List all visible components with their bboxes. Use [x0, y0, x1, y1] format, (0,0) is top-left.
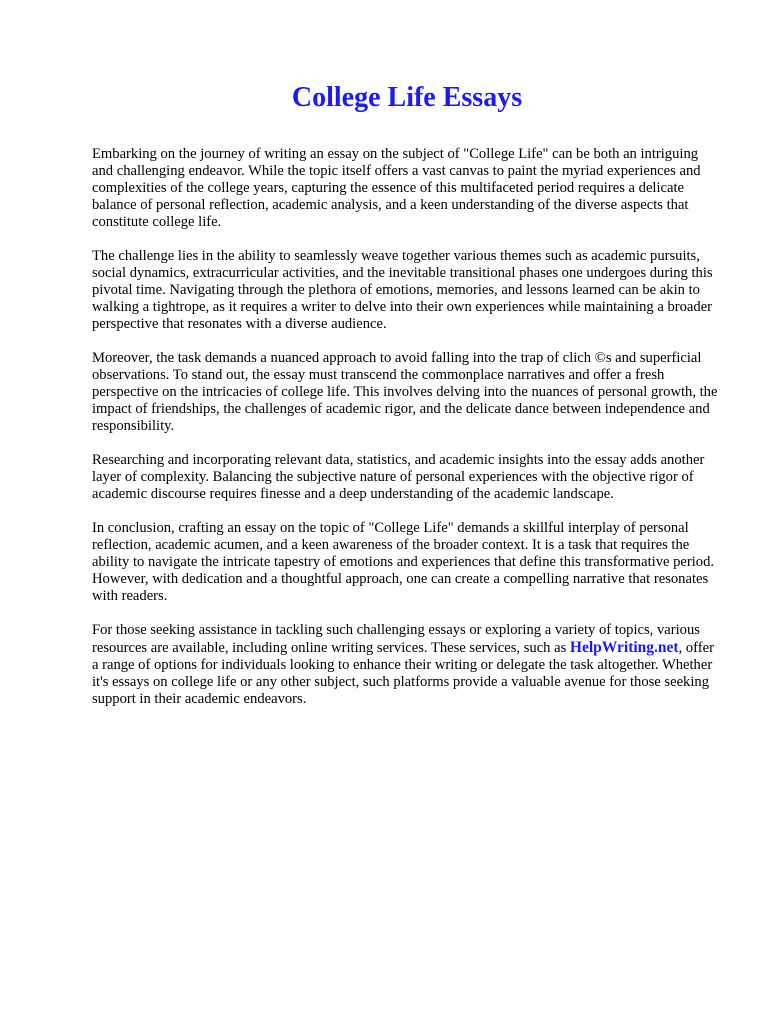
helpwriting-link[interactable]: HelpWriting.net [569, 639, 679, 656]
paragraph-1: Embarking on the journey of writing an essay on the subject of "College Life" can be both an intriguing and challenging endeavor. While the topic itself offers a vast canvas to paint the myriad experiences and complexities of the college years, capturing the essence of this multifaceted period requires a delicate balance of personal reflection, academic analysis, and a keen understanding of the diverse aspects that constitute college life. [92, 146, 701, 230]
page-title: College Life Essays [291, 82, 523, 113]
paragraph-6 [92, 622, 722, 708]
essay-body [92, 146, 722, 725]
paragraph-6-before-link: For those seeking assistance in tackling such challenging essays or exploring a variety of topics, various resources are available, including online writing services. These services, such as [92, 622, 700, 656]
paragraph-5: In conclusion, crafting an essay on the topic of "College Life" demands a skillful interplay of personal reflection, academic acumen, and a keen awareness of the broader context. It is a task that requires the ability to navigate the intricate tapestry of emotions and experiences that define this transformative period. However, with dedication and a thoughtful approach, one can create a compelling narrative that resonates with readers. [92, 520, 715, 604]
paragraph-3: Moreover, the task demands a nuanced approach to avoid falling into the trap of clich ©s and superficial observations. To stand out, the essay must transcend the commonplace narratives and offer a fresh perspective on the intricacies of college life. This involves delving into the nuances of personal growth, the impact of friendships, the challenges of academic rigor, and the delicate dance between independence and responsibility. [92, 350, 718, 434]
paragraph-6-after-link: , offer a range of options for individuals looking to enhance their writing or delegate the task altogether. Whether it's essays on college life or any other subject, such platforms provide a valuable avenue for those seeking support in their academic endeavors. [92, 640, 714, 707]
paragraph-2: The challenge lies in the ability to seamlessly weave together various themes such as academic pursuits, social dynamics, extracurricular activities, and the inevitable transitional phases one undergoes during this pivotal time. Navigating through the plethora of emotions, memories, and lessons learned can be akin to walking a tightrope, as it requires a writer to delve into their own experiences while maintaining a broader perspective that resonates with a diverse audience. [92, 248, 713, 332]
paragraph-4: Researching and incorporating relevant data, statistics, and academic insights into the essay adds another layer of complexity. Balancing the subjective nature of personal experiences with the objective rigor of academic discourse requires finesse and a deep understanding of the academic landscape. [92, 452, 705, 502]
